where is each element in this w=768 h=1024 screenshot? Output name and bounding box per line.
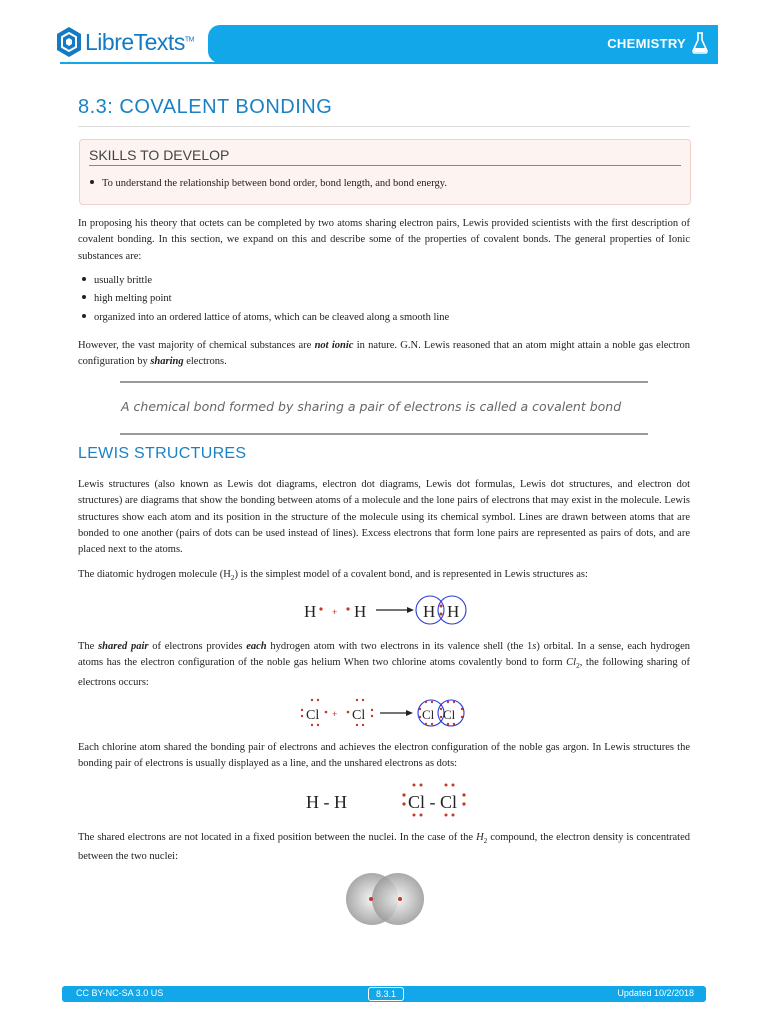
electron-dot bbox=[445, 784, 448, 787]
electron-dot bbox=[362, 699, 364, 701]
electron-dot bbox=[347, 711, 350, 714]
list-item: usually brittle bbox=[82, 275, 152, 286]
electron-dot bbox=[420, 784, 423, 787]
skills-box bbox=[79, 139, 691, 205]
h-atom-3: H bbox=[423, 602, 436, 621]
electron-dot bbox=[425, 701, 427, 703]
flask-icon bbox=[692, 32, 708, 54]
electron-dot bbox=[402, 793, 405, 796]
electron-dot bbox=[440, 613, 443, 616]
electron-dot bbox=[440, 716, 442, 718]
electron-dot bbox=[431, 701, 433, 703]
subject-label: CHEMISTRY bbox=[607, 36, 686, 51]
electron-dot bbox=[431, 723, 433, 725]
hh-bond-label: H - H bbox=[306, 792, 347, 812]
nucleus-left bbox=[369, 897, 373, 901]
chlorine-paragraph: Each chlorine atom shared the bonding pair of electrons and achieves the electron configuration of the noble gas argon. In Lewis structures the bonding pair of electrons is usually displayed as a line, and the unshared electrons as dots: bbox=[78, 742, 690, 770]
skills-item: To understand the relationship between bond order, bond length, and bond energy. bbox=[90, 178, 447, 189]
page-footer bbox=[62, 986, 706, 1002]
electron-dot bbox=[452, 784, 455, 787]
electron-dot bbox=[371, 715, 373, 717]
brand-name: LibreTexts™ bbox=[85, 28, 194, 55]
section-heading: LEWIS STRUCTURES bbox=[78, 445, 247, 462]
electron-dot bbox=[413, 784, 416, 787]
electron-dot bbox=[440, 605, 443, 608]
electron-dot bbox=[419, 708, 421, 710]
electron-dot bbox=[402, 802, 405, 805]
electron-dot bbox=[440, 708, 442, 710]
nucleus-right bbox=[398, 897, 402, 901]
subject-banner[interactable] bbox=[208, 25, 718, 63]
electron-dot bbox=[311, 724, 313, 726]
chlorine-lewis-diagram bbox=[298, 695, 473, 731]
electron-dot bbox=[362, 724, 364, 726]
clcl-bond-label: Cl - Cl bbox=[408, 792, 458, 812]
electron-dot bbox=[301, 709, 303, 711]
electron-dot bbox=[445, 814, 448, 817]
h-atom-4: H bbox=[447, 602, 460, 621]
quote-divider-bottom bbox=[120, 433, 648, 435]
quote-divider-top bbox=[120, 381, 648, 383]
electron-dot bbox=[447, 701, 449, 703]
title-divider bbox=[78, 126, 690, 127]
electron-density-figure bbox=[340, 872, 430, 927]
electron-dot bbox=[311, 699, 313, 701]
electron-density-paragraph: The shared electrons are not located in a fixed position between the nuclei. In the case of the $H_2$ compound, the electron density is concentrated between the two nuclei: bbox=[78, 832, 690, 863]
bullet-icon bbox=[82, 277, 86, 281]
electron-dot bbox=[419, 716, 421, 718]
bullet-icon bbox=[82, 314, 86, 318]
page-number: 8.3.1 bbox=[368, 987, 404, 1001]
license-label[interactable]: CC BY-NC-SA 3.0 US bbox=[76, 988, 164, 998]
cl-atom-3: Cl bbox=[422, 707, 435, 722]
electron-dot bbox=[453, 701, 455, 703]
electron-dot bbox=[317, 724, 319, 726]
skills-heading: SKILLS TO DEVELOP bbox=[89, 147, 230, 163]
page-header bbox=[0, 0, 768, 86]
skills-divider bbox=[89, 165, 681, 166]
h-atom-1: H bbox=[304, 602, 317, 621]
electron-dot bbox=[462, 793, 465, 796]
cl-atom-2: Cl bbox=[352, 708, 366, 723]
electron-dot bbox=[346, 607, 349, 610]
list-item: organized into an ordered lattice of atoms, which can be cleaved along a smooth line bbox=[82, 312, 449, 323]
electron-dot bbox=[452, 814, 455, 817]
cl-atom-1: Cl bbox=[306, 708, 320, 723]
arrow-head bbox=[406, 710, 413, 716]
electron-dot bbox=[462, 802, 465, 805]
electron-dot bbox=[425, 723, 427, 725]
h-atom-2: H bbox=[354, 602, 367, 621]
electron-dot bbox=[325, 711, 328, 714]
plus-sign: + bbox=[332, 709, 338, 719]
sharing-paragraph: However, the vast majority of chemical substances are not ionic in nature. G.N. Lewis reasoned that an atom might attain a noble gas electron configuration by sharing electrons. bbox=[78, 340, 690, 368]
electron-dot bbox=[461, 708, 463, 710]
definition-quote: A chemical bond formed by sharing a pair of electrons is called a covalent bond bbox=[121, 399, 622, 414]
electron-dot bbox=[371, 709, 373, 711]
lewis-paragraph: Lewis structures (also known as Lewis dot diagrams, electron dot diagrams, Lewis dot formulas, Lewis dot structures, and electron dot structures) are diagrams that show the bonding between atoms of a molecule and the lone pairs of electrons that may exist in the molecule. Lewis structures show each atom and its position in the structure of the molecule using its chemical symbol. Lines are drawn between atoms that are bonded to one another (pairs of dots can be used instead of lines). Excess electrons that form lone pairs are represented as pairs of dots, and are placed next to the atoms. bbox=[78, 479, 690, 556]
electron-dot bbox=[461, 716, 463, 718]
shared-pair-paragraph: The shared pair of electrons provides each hydrogen atom with two electrons in its valence shell (the 1s) orbital. In a sense, each hydrogen atoms has the electron configuration of the noble gas helium When two chlorine atoms covalently bond to form $Cl_2$, the following sharing of electrons occurs: bbox=[78, 641, 690, 688]
plus-sign: + bbox=[332, 607, 338, 617]
cl-atom-4: Cl bbox=[443, 707, 456, 722]
bullet-icon bbox=[82, 295, 86, 299]
electron-dot bbox=[453, 723, 455, 725]
updated-date: Updated 10/2/2018 bbox=[617, 988, 694, 998]
hydrogen-paragraph: The diatomic hydrogen molecule $(H_2)$ is the simplest model of a covalent bond, and is represented in Lewis structures as: bbox=[78, 569, 588, 583]
electron-dot bbox=[301, 715, 303, 717]
electron-dot bbox=[420, 814, 423, 817]
electron-dot bbox=[317, 699, 319, 701]
line-bond-diagram bbox=[300, 780, 480, 820]
bullet-icon bbox=[90, 180, 94, 184]
intro-paragraph: In proposing his theory that octets can be completed by two atoms sharing electron pairs, Lewis provided scientists with the first description of covalent bonding. In this section, we expand on this and describe some of the properties of covalent bonds. The general properties of Ionic substances are: bbox=[78, 218, 690, 262]
hydrogen-lewis-diagram bbox=[296, 592, 476, 630]
electron-dot bbox=[356, 699, 358, 701]
libretexts-logo[interactable] bbox=[56, 26, 194, 58]
electron-dot bbox=[319, 607, 322, 610]
libretexts-logo-icon bbox=[56, 26, 82, 58]
list-item: high melting point bbox=[82, 293, 172, 304]
page-title: 8.3: COVALENT BONDING bbox=[78, 96, 333, 118]
electron-dot bbox=[356, 724, 358, 726]
electron-dot bbox=[447, 723, 449, 725]
electron-dot bbox=[413, 814, 416, 817]
arrow-head bbox=[407, 607, 414, 613]
